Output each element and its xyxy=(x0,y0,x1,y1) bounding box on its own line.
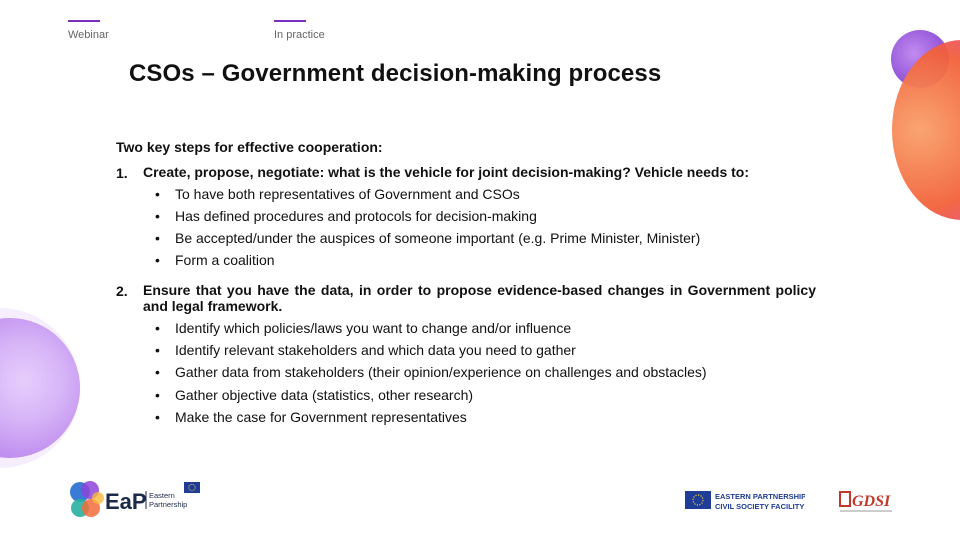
bullet-icon: • xyxy=(155,364,160,381)
gdsi-logo-text: GDSI xyxy=(852,493,891,510)
eap-logo-sub2: Partnership xyxy=(149,500,188,509)
step-2-number: 2. xyxy=(116,282,128,299)
eap-logo-text: EaP xyxy=(105,489,147,514)
bullet-icon: • xyxy=(155,319,160,336)
nav-in-practice-label: In practice xyxy=(274,29,325,41)
bullet-icon: • xyxy=(155,408,160,425)
bullet-icon: • xyxy=(155,386,160,403)
csf-logo-graphic xyxy=(685,489,805,513)
bullet-icon: • xyxy=(155,341,160,358)
page-title: CSOs – Government decision-making process xyxy=(129,60,662,87)
csf-logo-line1: EASTERN PARTNERSHIP xyxy=(715,492,805,501)
step-1 xyxy=(116,164,816,272)
gdsi-logo-graphic xyxy=(838,488,894,514)
list-item: • Has defined procedures and protocols for decision-making xyxy=(143,205,816,227)
slide-content xyxy=(116,138,816,428)
list-item: • To have both representatives of Government and CSOs xyxy=(143,183,816,205)
eap-logo-graphic xyxy=(68,478,208,522)
step-2-list xyxy=(143,317,816,428)
step-1-title: Create, propose, negotiate: what is the vehicle for joint decision-making? Vehicle needs to: xyxy=(143,164,750,180)
decorative-circle-left-ring xyxy=(0,308,80,468)
list-item: • Be accepted/under the auspices of someone important (e.g. Prime Minister, Minister) xyxy=(143,227,816,249)
nav-in-practice-indicator xyxy=(274,20,306,22)
bullet-icon: • xyxy=(155,230,160,247)
list-item: • Gather objective data (statistics, other research) xyxy=(143,384,816,406)
list-item: • Identify which policies/laws you want to change and/or influence xyxy=(143,317,816,339)
list-item: • Identify relevant stakeholders and which data you need to gather xyxy=(143,339,816,361)
nav-webinar-label: Webinar xyxy=(68,29,109,41)
csf-logo xyxy=(685,489,805,513)
eap-logo xyxy=(68,478,208,522)
eap-logo-sub1: Eastern xyxy=(149,491,175,500)
lead-text: Two key steps for effective cooperation: xyxy=(116,139,383,155)
step-2-title: Ensure that you have the data, in order to propose evidence-based changes in Government policy and legal framework. xyxy=(143,281,816,315)
step-1-number: 1. xyxy=(116,165,128,181)
bullet-icon: • xyxy=(155,207,160,224)
step-1-list xyxy=(143,183,816,272)
nav-in-practice[interactable] xyxy=(274,20,325,41)
step-2 xyxy=(116,282,816,428)
csf-logo-line2: CIVIL SOCIETY FACILITY xyxy=(715,502,805,511)
list-item: • Make the case for Government representatives xyxy=(143,406,816,428)
gdsi-logo xyxy=(838,488,894,514)
bullet-icon: • xyxy=(155,252,160,269)
nav-webinar-indicator xyxy=(68,20,100,22)
list-item: • Gather data from stakeholders (their opinion/experience on challenges and obstacles) xyxy=(143,361,816,383)
list-item: • Form a coalition xyxy=(143,249,816,271)
bullet-icon: • xyxy=(155,185,160,202)
nav-webinar[interactable] xyxy=(68,20,109,41)
